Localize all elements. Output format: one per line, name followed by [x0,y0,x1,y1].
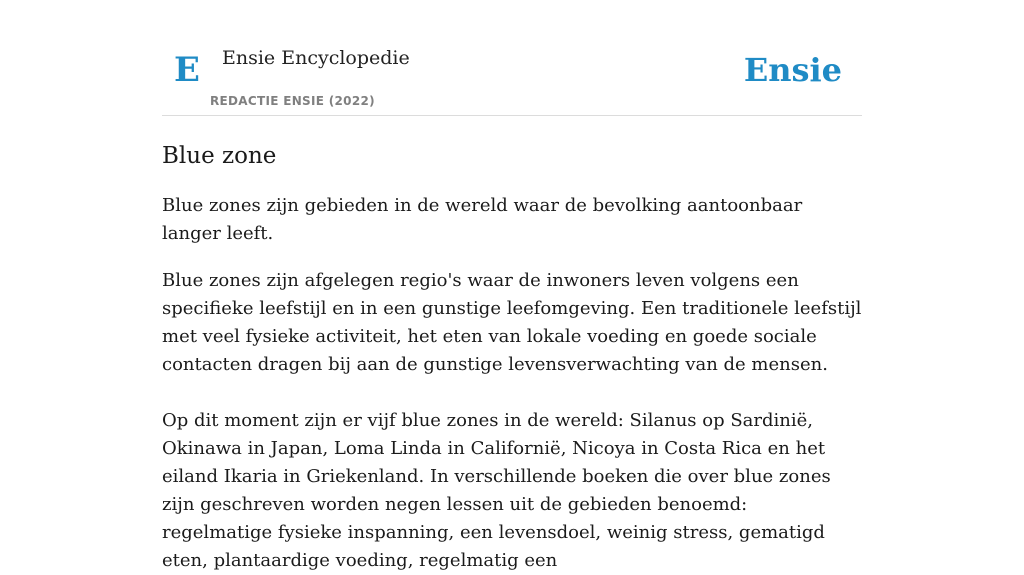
article-paragraph: Blue zones zijn afgelegen regio's waar de inwoners leven volgens een specifieke leefstijl en in een gunstige leefomgeving. Een traditionele leefstijl met veel fysieke activiteit, het eten van lokale voeding en goede sociale contacten dragen bij aan de gunstige levensverwachting van de mensen. [162,270,862,375]
ensie-logo-icon[interactable]: E [174,50,200,90]
article-title: Blue zone [162,143,277,169]
source-header [162,0,862,116]
brand-logo[interactable]: Ensie [743,51,842,89]
article-lead: Blue zones zijn gebieden in de wereld waar de bevolking aantoonbaar langer leeft. [162,195,803,244]
source-title[interactable]: Ensie Encyclopedie [222,47,410,69]
document-page [162,0,862,575]
article-paragraph: Op dit moment zijn er vijf blue zones in de wereld: Silanus op Sardinië, Okinawa in Japan, Loma Linda in Californië, Nicoya in Costa Rica en het eiland Ikaria in Griekenland. In verschillende boeken die over blue zones zijn geschreven worden negen lessen uit de gebieden benoemd: regelmatige fysieke inspanning, een levensdoel, weinig stress, gematigd eten, plantaardige voeding, regelmatig een [162,410,831,571]
source-meta: REDACTIE ENSIE (2022) [210,94,375,108]
